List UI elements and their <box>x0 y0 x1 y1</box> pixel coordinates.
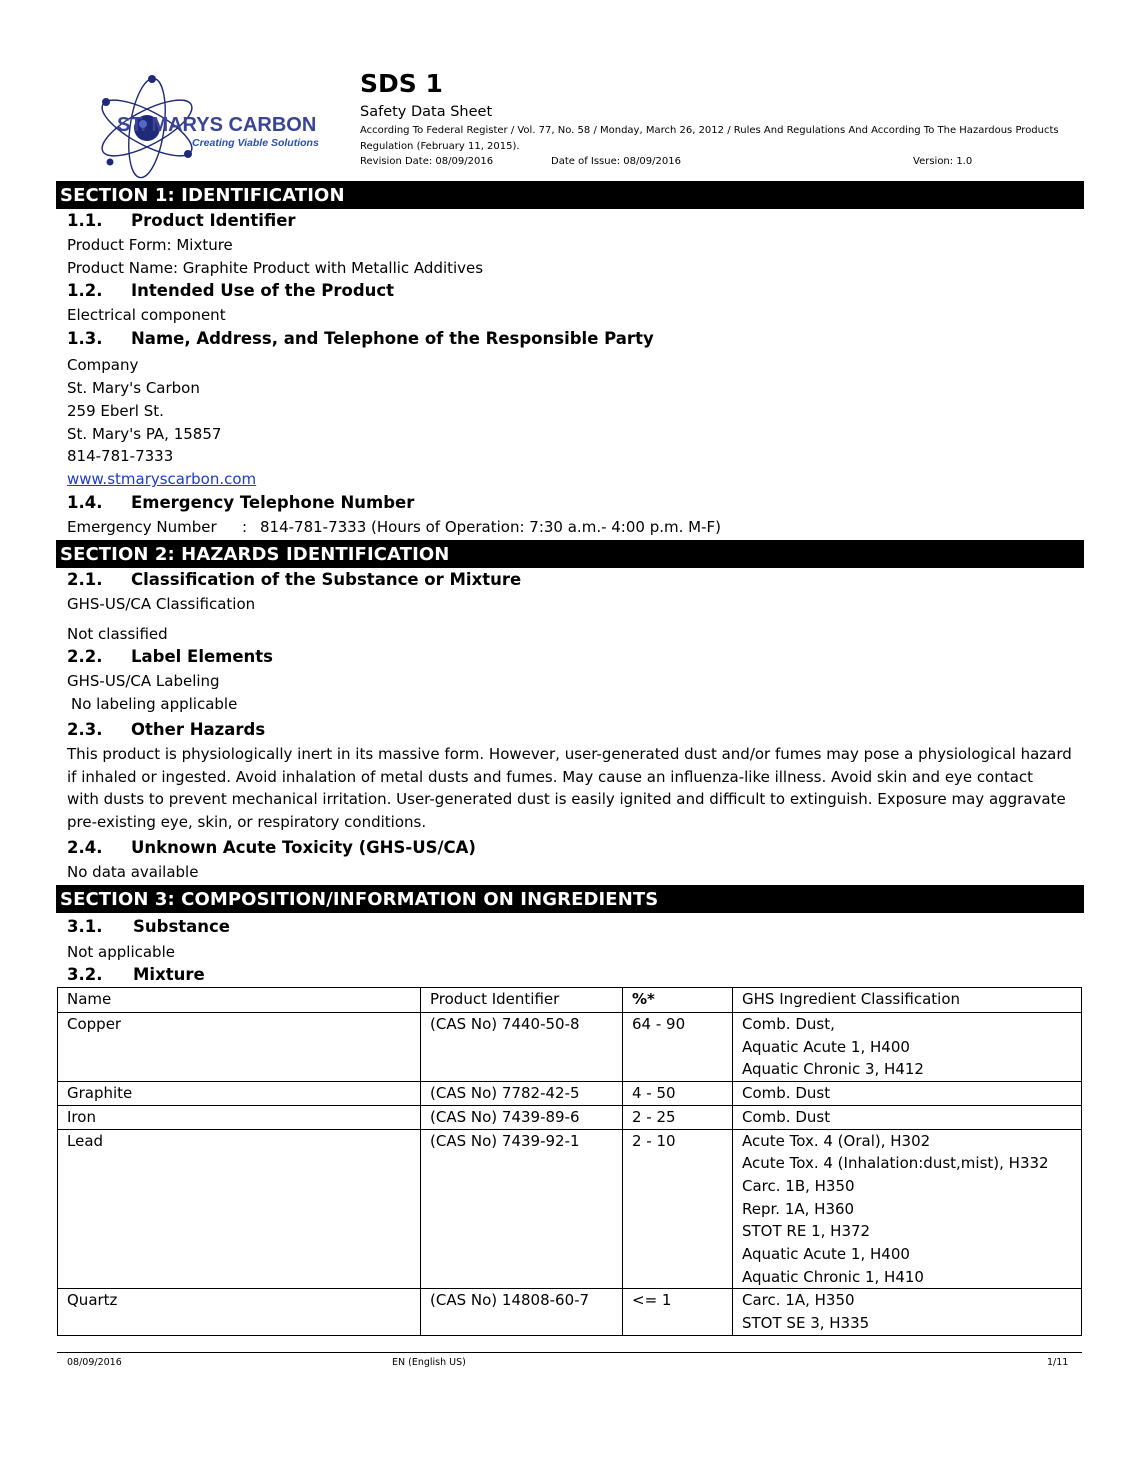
footer-language: EN (English US) <box>392 1357 466 1368</box>
no-labeling: No labeling applicable <box>71 695 238 713</box>
ingredient-ghs-classification <box>733 1289 1082 1335</box>
ingredient-name: Iron <box>58 1105 421 1129</box>
ghs-classification-line: Acute Tox. 4 (Oral), H302 <box>742 1131 931 1150</box>
ghs-classification-line: Comb. Dust <box>742 1084 831 1103</box>
header-name: Name <box>58 988 421 1013</box>
emergency-value: 814-781-7333 (Hours of Operation: 7:30 a.m.- 4:00 p.m. M-F) <box>260 518 721 536</box>
ghs-classification-line: Aquatic Acute 1, H400 <box>742 1245 910 1264</box>
ghs-classification-label: GHS-US/CA Classification <box>67 595 256 613</box>
subsection-1-3: 1.3. Name, Address, and Telephone of the Responsible Party <box>67 329 654 348</box>
ghs-classification-line: Carc. 1A, H350 <box>742 1291 855 1310</box>
company-phone: 814-781-7333 <box>67 447 174 465</box>
table-body <box>58 1013 1082 1336</box>
website-link[interactable]: www.stmaryscarbon.com <box>67 470 257 488</box>
ghs-classification-line: Aquatic Acute 1, H400 <box>742 1037 910 1056</box>
header-percent: %* <box>623 988 733 1013</box>
version: Version: 1.0 <box>913 156 973 167</box>
ingredient-percent: <= 1 <box>623 1289 733 1335</box>
ingredient-identifier: (CAS No) 7439-92-1 <box>421 1129 623 1289</box>
ghs-classification-line: Repr. 1A, H360 <box>742 1199 855 1218</box>
date-of-issue: Date of Issue: 08/09/2016 <box>551 156 681 167</box>
footer-rule <box>57 1352 1082 1353</box>
product-form: Product Form: Mixture <box>67 236 233 254</box>
document-header <box>360 70 1080 170</box>
emergency-label: Emergency Number <box>67 518 217 536</box>
product-name: Product Name: Graphite Product with Metallic Additives <box>67 259 484 277</box>
emergency-separator: : <box>242 518 248 536</box>
revision-date: Revision Date: 08/09/2016 <box>360 156 494 167</box>
subsection-2-2: 2.2. Label Elements <box>67 647 274 666</box>
subsection-3-2: 3.2. Mixture <box>67 965 205 984</box>
ghs-classification-line: Aquatic Chronic 1, H410 <box>742 1267 924 1286</box>
footer-page-number: 1/11 <box>1047 1357 1069 1368</box>
document-title: SDS 1 <box>360 69 443 98</box>
table-row <box>58 1289 1082 1335</box>
subsection-3-1: 3.1. Substance <box>67 917 231 936</box>
ingredient-identifier: (CAS No) 14808-60-7 <box>421 1289 623 1335</box>
ingredient-ghs-classification <box>733 1013 1082 1082</box>
ghs-labeling-label: GHS-US/CA Labeling <box>67 672 220 690</box>
intended-use: Electrical component <box>67 306 226 324</box>
subsection-2-4: 2.4. Unknown Acute Toxicity (GHS-US/CA) <box>67 838 476 857</box>
logo-tagline: Creating Viable Solutions <box>192 137 319 149</box>
ingredient-ghs-classification <box>733 1082 1082 1106</box>
logo-text: ST. MARYS CARBON <box>117 114 317 136</box>
ingredient-percent: 64 - 90 <box>623 1013 733 1082</box>
ingredient-name: Copper <box>58 1013 421 1082</box>
no-data-available: No data available <box>67 863 199 881</box>
ingredient-name: Quartz <box>58 1289 421 1335</box>
ghs-classification-line: Acute Tox. 4 (Inhalation:dust,mist), H332 <box>742 1154 1049 1173</box>
subsection-1-2: 1.2. Intended Use of the Product <box>67 281 395 300</box>
ghs-classification-line: Comb. Dust <box>742 1107 831 1126</box>
subsection-2-1: 2.1. Classification of the Substance or Mixture <box>67 570 522 589</box>
subsection-1-4: 1.4. Emergency Telephone Number <box>67 493 415 512</box>
header-ghs-classification: GHS Ingredient Classification <box>733 988 1082 1013</box>
ingredient-identifier: (CAS No) 7439-89-6 <box>421 1105 623 1129</box>
ghs-classification-line: Comb. Dust, <box>742 1015 835 1033</box>
emergency-number-row <box>67 517 721 537</box>
table-row <box>58 1013 1082 1082</box>
subsection-1-1: 1.1. Product Identifier <box>67 211 296 230</box>
ghs-classification-line: Aquatic Chronic 3, H412 <box>742 1060 924 1079</box>
company-label: Company <box>67 356 139 374</box>
section-3-header: SECTION 3: COMPOSITION/INFORMATION ON INGREDIENTS <box>56 885 1084 913</box>
table-header-row <box>58 988 1082 1013</box>
not-applicable: Not applicable <box>67 943 175 961</box>
ghs-classification-line: STOT RE 1, H372 <box>742 1222 871 1241</box>
revision-line <box>360 154 1080 170</box>
ingredient-percent: 4 - 50 <box>623 1082 733 1106</box>
ingredient-percent: 2 - 10 <box>623 1129 733 1289</box>
company-name: St. Mary's Carbon <box>67 379 200 397</box>
ingredient-identifier: (CAS No) 7440-50-8 <box>421 1013 623 1082</box>
other-hazards-text: This product is physiologically inert in its massive form. However, user-generated dust and/or fumes may pose a physiological hazard if inhaled or ingested. Avoid inhalation of metal dusts and fumes. May cause an influenza-like illness. Avoid skin and eye contact with dusts to prevent mechanical irritation. User-generated dust is easily ignited and difficult to extinguish. Exposure may aggravate pre-existing eye, skin, or respiratory conditions. <box>67 745 1072 832</box>
composition-table <box>57 987 1082 1336</box>
address-line-2: St. Mary's PA, 15857 <box>67 425 222 443</box>
ingredient-name: Graphite <box>58 1082 421 1106</box>
ingredient-percent: 2 - 25 <box>623 1105 733 1129</box>
ghs-classification-line: Carc. 1B, H350 <box>742 1176 855 1195</box>
ghs-classification-line: STOT SE 3, H335 <box>742 1314 870 1333</box>
table-row <box>58 1105 1082 1129</box>
section-2-header: SECTION 2: HAZARDS IDENTIFICATION <box>56 540 1084 568</box>
table-row <box>58 1129 1082 1289</box>
ingredient-ghs-classification <box>733 1129 1082 1289</box>
footer-date: 08/09/2016 <box>67 1357 122 1368</box>
st-marys-carbon-logo <box>92 70 332 185</box>
section-1-header: SECTION 1: IDENTIFICATION <box>56 181 1084 209</box>
header-product-identifier: Product Identifier <box>421 988 623 1013</box>
address-line-1: 259 Eberl St. <box>67 402 164 420</box>
table-row <box>58 1082 1082 1106</box>
not-classified: Not classified <box>67 625 168 643</box>
subsection-2-3: 2.3. Other Hazards <box>67 720 266 739</box>
ingredient-ghs-classification <box>733 1105 1082 1129</box>
ingredient-name: Lead <box>58 1129 421 1289</box>
regulation-text: According To Federal Register / Vol. 77, No. 58 / Monday, March 26, 2012 / Rules And Regulations And According To The Hazardous Products Regulation (February 11, 2015). <box>360 125 1059 152</box>
document-subtitle: Safety Data Sheet <box>360 104 493 120</box>
ingredient-identifier: (CAS No) 7782-42-5 <box>421 1082 623 1106</box>
